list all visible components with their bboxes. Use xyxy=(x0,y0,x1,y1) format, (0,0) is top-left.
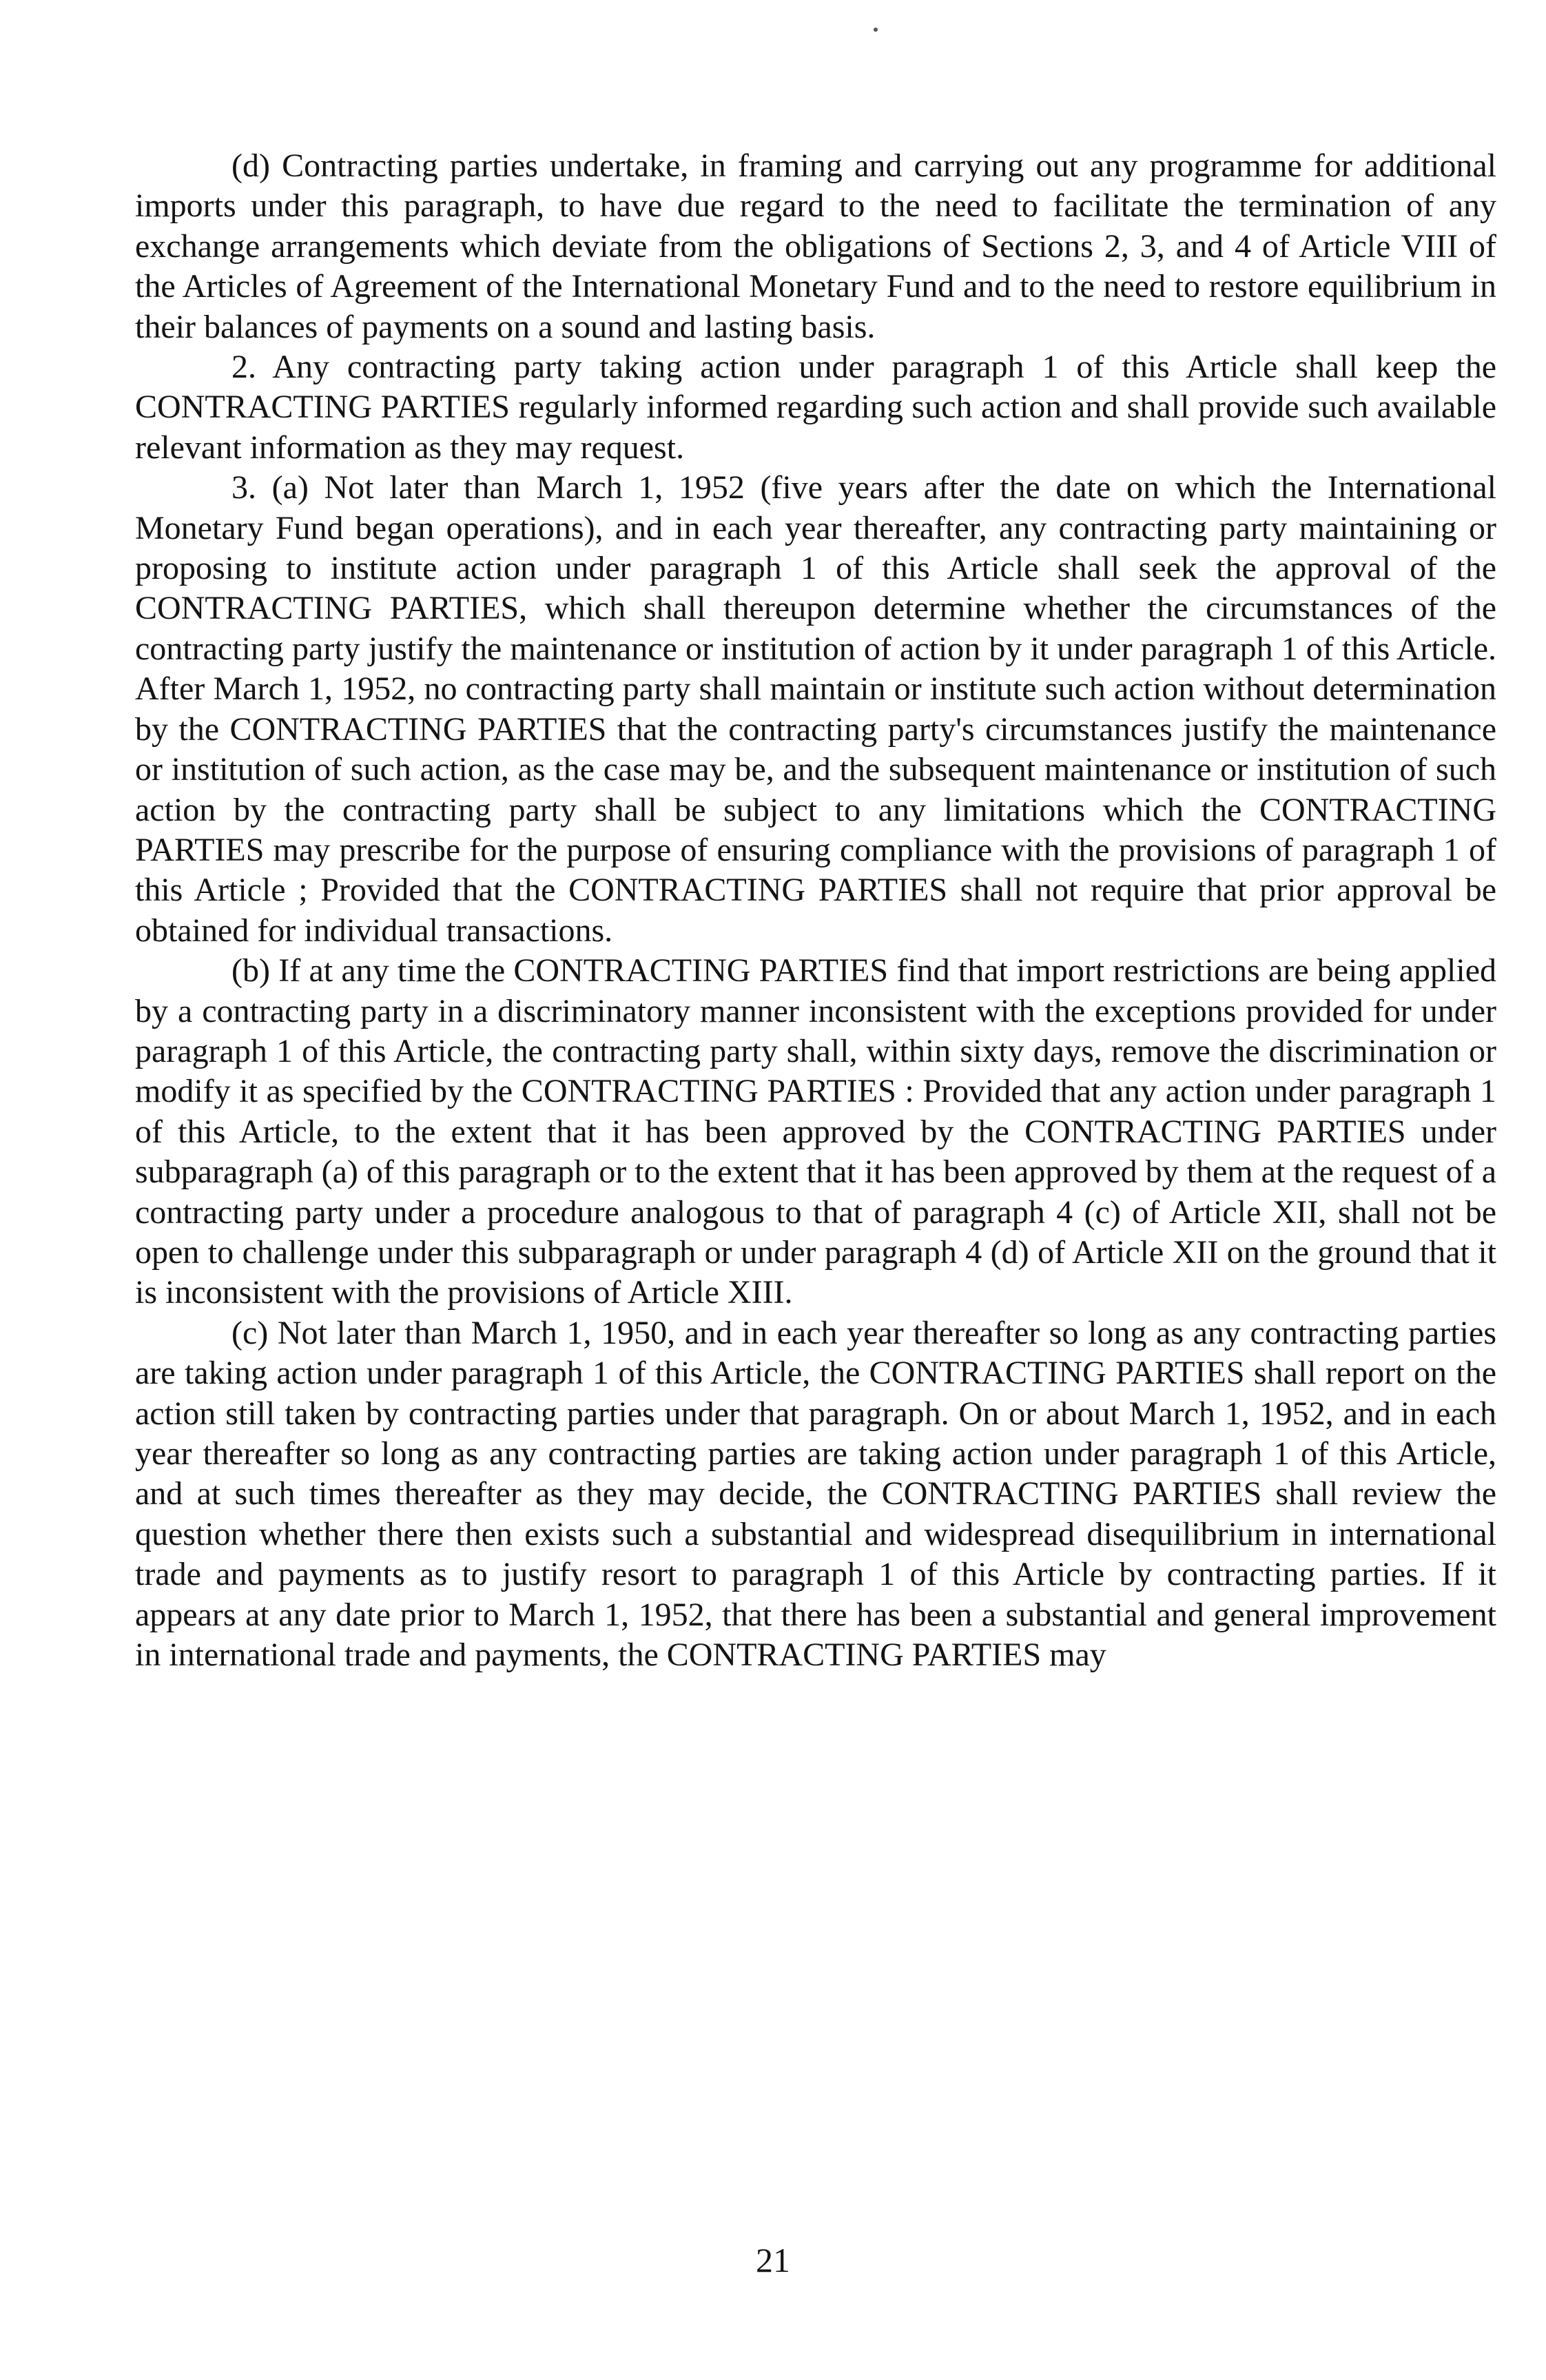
print-speck xyxy=(874,28,878,32)
paragraph-2: 2. Any contracting party taking action under paragraph 1 of this Article shall keep the CONTRACTING PARTIES regularly informed regarding such action and shall provide such available relevant information as they may request. xyxy=(135,349,1496,466)
paragraph-3c: (c) Not later than March 1, 1950, and in each year thereafter so long as any contracting parties are taking action under paragraph 1 of this Article, the CONTRACTING PARTIES shall report on the action still taken by contracting parties under that paragraph. On or about March 1, 1952, and in each year thereafter so long as any contracting parties are taking action under paragraph 1 of this Article, and at such times thereafter as they may decide, the CONTRACTING PARTIES shall review the question whether there then exists such a substantial and widespread disequilibrium in international trade and payments as to justify resort to paragraph 1 of this Article by contracting parties. If it appears at any date prior to March 1, 1952, that there has been a substantial and general improvement in international trade and payments, the CONTRACTING PARTIES may xyxy=(135,1314,1496,1674)
paragraph-1d: (d) Contracting parties undertake, in framing and carrying out any programme for additional imports under this paragraph, to have due regard to the need to facilitate the termination of any exchange arrangements which deviate from the obligations of Sections 2, 3, and 4 of Article VIII of the Articles of Agreement of the International Monetary Fund and to the need to restore equilibrium in their balances of payments on a sound and lasting basis. xyxy=(135,147,1496,345)
body-text xyxy=(135,146,1496,1675)
paragraph-3a: 3. (a) Not later than March 1, 1952 (five years after the date on which the International Monetary Fund began operations), and in each year thereafter, any contracting party maintaining or proposing to institute action under paragraph 1 of this Article shall seek the approval of the CONTRACTING PARTIES, which shall thereupon determine whether the circumstances of the contracting party justify the maintenance or institution of action by it under paragraph 1 of this Article. After March 1, 1952, no contracting party shall maintain or institute such action without determination by the CONTRACTING PARTIES that the contracting party's circumstances justify the maintenance or institution of such action, as the case may be, and the subsequent maintenance or institution of such action by the contracting party shall be subject to any limitations which the CONTRACTING PARTIES may prescribe for the purpose of ensuring compliance with the provisions of paragraph 1 of this Article ; Provided that the CONTRACTING PARTIES shall not require that prior approval be obtained for individual transactions. xyxy=(135,469,1496,949)
paragraph-3b: (b) If at any time the CONTRACTING PARTIES find that import restrictions are being applied by a contracting party in a discriminatory manner inconsistent with the exceptions provided for under paragraph 1 of this Article, the contracting party shall, within sixty days, remove the discrimination or modify it as specified by the CONTRACTING PARTIES : Provided that any action under paragraph 1 of this Article, to the extent that it has been approved by the CONTRACTING PARTIES under subparagraph (a) of this paragraph or to the extent that it has been approved by them at the request of a contracting party under a procedure analogous to that of paragraph 4 (c) of Article XII, shall not be open to challenge under this subparagraph or under paragraph 4 (d) of Article XII on the ground that it is inconsistent with the provisions of Article XIII. xyxy=(135,952,1496,1311)
page-number: 21 xyxy=(756,2241,790,2279)
